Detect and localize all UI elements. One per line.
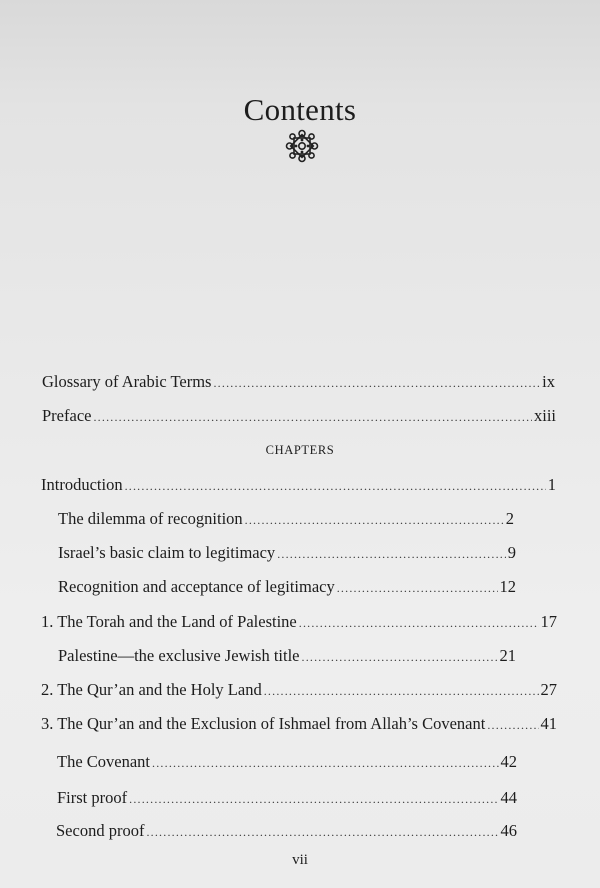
toc-entry-page: ix — [542, 372, 555, 391]
dot-leader — [277, 547, 506, 562]
dot-leader — [337, 581, 498, 596]
toc-entry-dilemma[interactable] — [58, 509, 514, 529]
dot-leader — [93, 410, 532, 425]
toc-entry-glossary[interactable] — [42, 372, 555, 392]
toc-entry-page: 12 — [499, 577, 516, 596]
toc-entry-label: The Covenant — [57, 752, 151, 771]
toc-entry-label: Second proof — [56, 821, 145, 840]
toc-entry-label: Palestine—the exclusive Jewish title — [58, 646, 300, 665]
toc-entry-page: 46 — [500, 821, 517, 840]
toc-entry-page: 44 — [500, 788, 517, 807]
dot-leader — [264, 684, 539, 699]
toc-entry-page: 27 — [540, 680, 557, 699]
toc-entry-chapter-2[interactable] — [41, 680, 557, 700]
toc-entry-label: Introduction — [41, 475, 123, 494]
dot-leader — [299, 616, 539, 631]
toc-entry-first-proof[interactable] — [57, 788, 517, 808]
toc-entry-label: First proof — [57, 788, 128, 807]
toc-entry-label: Israel’s basic claim to legitimacy — [58, 543, 276, 562]
rosette-ornament-icon — [285, 129, 319, 163]
dot-leader — [152, 756, 498, 771]
dot-leader — [129, 792, 498, 807]
toc-entry-basic-claim[interactable] — [58, 543, 516, 563]
toc-entry-chapter-1[interactable] — [41, 612, 557, 632]
toc-entry-recognition[interactable] — [58, 577, 516, 597]
toc-entry-label: Preface — [42, 406, 92, 425]
toc-entry-chapter-3[interactable] — [41, 714, 557, 734]
toc-entry-label: Glossary of Arabic Terms — [42, 372, 212, 391]
toc-entry-page: 41 — [540, 714, 557, 733]
dot-leader — [213, 376, 540, 391]
toc-entry-page: xiii — [533, 406, 556, 425]
toc-entry-preface[interactable] — [42, 406, 556, 426]
toc-entry-page: 21 — [499, 646, 516, 665]
toc-entry-page: 9 — [507, 543, 516, 562]
toc-entry-covenant[interactable] — [57, 752, 517, 772]
page-title: Contents — [243, 92, 357, 127]
toc-entry-label: 2. The Qur’an and the Holy Land — [41, 680, 262, 699]
dot-leader — [302, 650, 498, 665]
toc-entry-page: 2 — [505, 509, 514, 528]
dot-leader — [146, 825, 498, 840]
toc-entry-second-proof[interactable] — [56, 821, 517, 841]
toc-entry-page: 17 — [540, 612, 557, 631]
toc-entry-jewish-title[interactable] — [58, 646, 516, 666]
toc-entry-label: The dilemma of recognition — [58, 509, 243, 528]
toc-entry-page: 1 — [547, 475, 556, 494]
toc-entry-introduction[interactable] — [41, 475, 556, 495]
page-number: vii — [292, 852, 308, 868]
dot-leader — [487, 718, 538, 733]
dot-leader — [245, 513, 504, 528]
toc-entry-page: 42 — [500, 752, 517, 771]
toc-entry-label: 1. The Torah and the Land of Palestine — [41, 612, 297, 631]
toc-entry-label: 3. The Qur’an and the Exclusion of Ishmael from Allah’s Covenant — [41, 714, 486, 733]
section-heading-chapters: CHAPTERS — [265, 443, 335, 457]
toc-entry-label: Recognition and acceptance of legitimacy — [58, 577, 335, 596]
dot-leader — [125, 479, 546, 494]
